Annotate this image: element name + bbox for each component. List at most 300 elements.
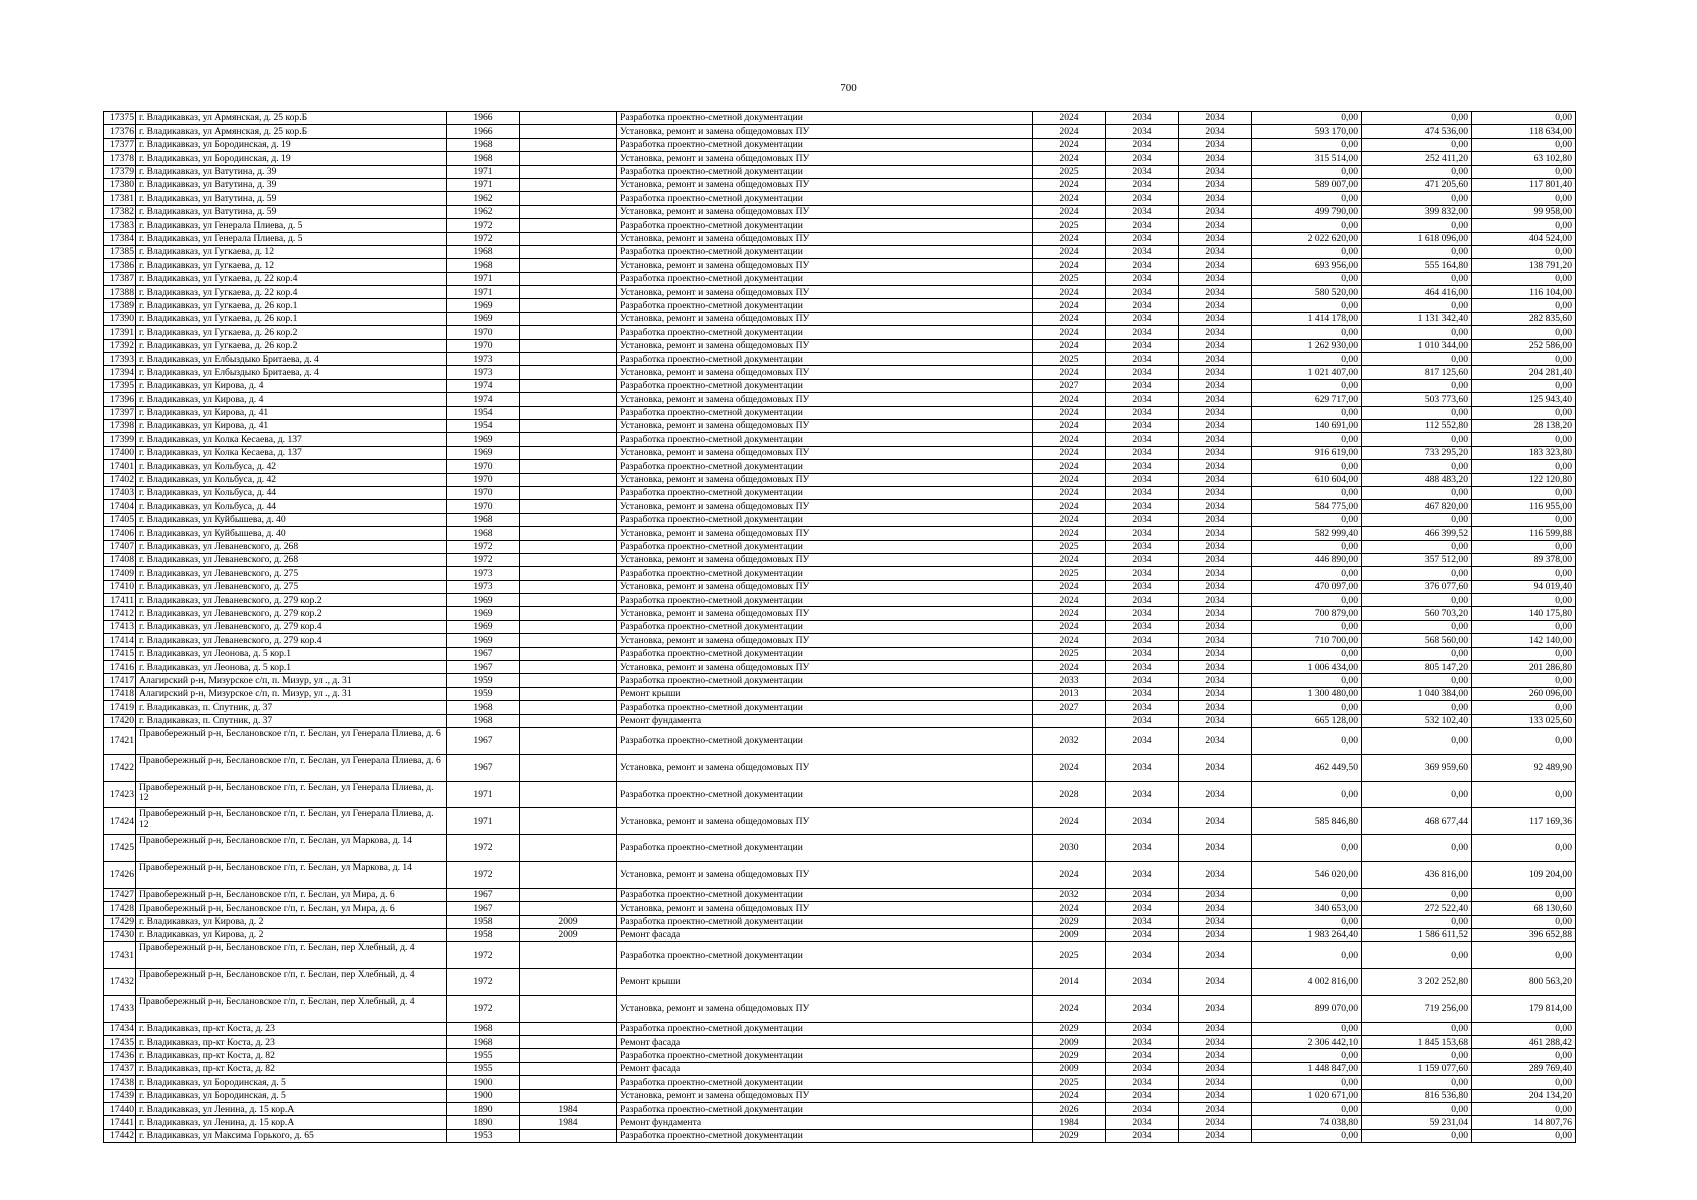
build-year-cell: 1955 (447, 1062, 520, 1075)
owner-cost-cell: 0,00 (1472, 915, 1576, 928)
row-number-cell: 17393 (104, 353, 136, 366)
address-cell: Правобережный р-н, Беслановское г/п, г. Беслан, ул Маркова, д. 14 (136, 861, 447, 888)
build-year-cell: 1972 (447, 835, 520, 862)
build-year-cell: 1959 (447, 687, 520, 700)
build-year-cell: 1969 (447, 312, 520, 325)
owner-cost-cell: 0,00 (1472, 727, 1576, 754)
table-row (104, 393, 1576, 406)
build-year-cell: 1966 (447, 112, 520, 125)
build-year-cell: 1968 (447, 138, 520, 151)
plan-start-year-cell: 2034 (1106, 379, 1179, 392)
table-row (104, 1022, 1576, 1035)
work-type-cell: Ремонт фасада (617, 928, 1033, 941)
reconstruction-year-cell (520, 1049, 617, 1062)
last-repair-year-cell: 2024 (1033, 607, 1106, 620)
table-row (104, 286, 1576, 299)
owner-cost-cell: 133 025,60 (1472, 714, 1576, 727)
plan-end-year-cell: 2034 (1179, 178, 1252, 191)
total-cost-cell: 546 020,00 (1252, 861, 1362, 888)
work-type-cell: Ремонт фундамента (617, 714, 1033, 727)
reconstruction-year-cell (520, 540, 617, 553)
build-year-cell: 1970 (447, 473, 520, 486)
row-number-cell: 17394 (104, 366, 136, 379)
address-cell: Правобережный р-н, Беслановское г/п, г. Беслан, ул Генерала Плиева, д. 12 (136, 808, 447, 835)
row-number-cell: 17428 (104, 902, 136, 915)
total-cost-cell: 0,00 (1252, 433, 1362, 446)
work-type-cell: Разработка проектно-сметной документации (617, 888, 1033, 901)
fund-cost-cell: 1 010 344,00 (1362, 339, 1472, 352)
last-repair-year-cell: 2024 (1033, 513, 1106, 526)
table-row (104, 152, 1576, 165)
table-row (104, 553, 1576, 566)
fund-cost-cell: 0,00 (1362, 835, 1472, 862)
total-cost-cell: 582 999,40 (1252, 527, 1362, 540)
reconstruction-year-cell (520, 366, 617, 379)
address-cell: г. Владикавказ, ул Гугкаева, д. 26 кор.2 (136, 339, 447, 352)
reconstruction-year-cell (520, 125, 617, 138)
row-number-cell: 17422 (104, 754, 136, 781)
row-number-cell: 17388 (104, 286, 136, 299)
total-cost-cell: 2 022 620,00 (1252, 232, 1362, 245)
plan-start-year-cell: 2034 (1106, 995, 1179, 1022)
owner-cost-cell: 92 489,90 (1472, 754, 1576, 781)
table-row (104, 835, 1576, 862)
last-repair-year-cell: 2024 (1033, 1089, 1106, 1102)
table-row (104, 326, 1576, 339)
row-number-cell: 17409 (104, 567, 136, 580)
plan-end-year-cell: 2034 (1179, 299, 1252, 312)
build-year-cell: 1968 (447, 245, 520, 258)
plan-end-year-cell: 2034 (1179, 232, 1252, 245)
owner-cost-cell: 282 835,60 (1472, 312, 1576, 325)
total-cost-cell: 0,00 (1252, 727, 1362, 754)
last-repair-year-cell: 2032 (1033, 727, 1106, 754)
row-number-cell: 17419 (104, 701, 136, 714)
total-cost-cell: 0,00 (1252, 379, 1362, 392)
fund-cost-cell: 0,00 (1362, 888, 1472, 901)
table-row (104, 808, 1576, 835)
row-number-cell: 17402 (104, 473, 136, 486)
address-cell: г. Владикавказ, пр-кт Коста, д. 82 (136, 1049, 447, 1062)
table-row (104, 754, 1576, 781)
build-year-cell: 1970 (447, 326, 520, 339)
address-cell: г. Владикавказ, п. Спутник, д. 37 (136, 701, 447, 714)
owner-cost-cell: 14 807,76 (1472, 1116, 1576, 1129)
reconstruction-year-cell (520, 393, 617, 406)
fund-cost-cell: 0,00 (1362, 245, 1472, 258)
address-cell: Правобережный р-н, Беслановское г/п, г. Беслан, пер Хлебный, д. 4 (136, 969, 447, 996)
row-number-cell: 17389 (104, 299, 136, 312)
table-row (104, 299, 1576, 312)
reconstruction-year-cell (520, 714, 617, 727)
plan-start-year-cell: 2034 (1106, 1022, 1179, 1035)
total-cost-cell: 0,00 (1252, 1076, 1362, 1089)
owner-cost-cell: 0,00 (1472, 353, 1576, 366)
row-number-cell: 17382 (104, 205, 136, 218)
owner-cost-cell: 0,00 (1472, 1022, 1576, 1035)
address-cell: г. Владикавказ, ул Максима Горького, д. 65 (136, 1129, 447, 1142)
work-type-cell: Разработка проектно-сметной документации (617, 540, 1033, 553)
address-cell: г. Владикавказ, ул Леонова, д. 5 кор.1 (136, 661, 447, 674)
row-number-cell: 17413 (104, 620, 136, 633)
address-cell: Правобережный р-н, Беслановское г/п, г. Беслан, ул Маркова, д. 14 (136, 835, 447, 862)
work-type-cell: Разработка проектно-сметной документации (617, 219, 1033, 232)
row-number-cell: 17385 (104, 245, 136, 258)
plan-end-year-cell: 2034 (1179, 1089, 1252, 1102)
plan-start-year-cell: 2034 (1106, 1116, 1179, 1129)
reconstruction-year-cell (520, 607, 617, 620)
owner-cost-cell: 204 134,20 (1472, 1089, 1576, 1102)
owner-cost-cell: 260 096,00 (1472, 687, 1576, 700)
row-number-cell: 17376 (104, 125, 136, 138)
row-number-cell: 17424 (104, 808, 136, 835)
row-number-cell: 17399 (104, 433, 136, 446)
address-cell: г. Владикавказ, ул Гугкаева, д. 22 кор.4 (136, 272, 447, 285)
fund-cost-cell: 0,00 (1362, 594, 1472, 607)
row-number-cell: 17414 (104, 634, 136, 647)
last-repair-year-cell: 2013 (1033, 687, 1106, 700)
plan-end-year-cell: 2034 (1179, 701, 1252, 714)
table-row (104, 1103, 1576, 1116)
plan-start-year-cell: 2034 (1106, 835, 1179, 862)
plan-end-year-cell: 2034 (1179, 165, 1252, 178)
table-row (104, 580, 1576, 593)
reconstruction-year-cell (520, 473, 617, 486)
table-row (104, 661, 1576, 674)
build-year-cell: 1958 (447, 915, 520, 928)
plan-start-year-cell: 2034 (1106, 205, 1179, 218)
address-cell: г. Владикавказ, пр-кт Коста, д. 82 (136, 1062, 447, 1075)
build-year-cell: 1955 (447, 1049, 520, 1062)
plan-start-year-cell: 2034 (1106, 781, 1179, 808)
owner-cost-cell: 0,00 (1472, 165, 1576, 178)
plan-start-year-cell: 2034 (1106, 486, 1179, 499)
fund-cost-cell: 817 125,60 (1362, 366, 1472, 379)
plan-end-year-cell: 2034 (1179, 687, 1252, 700)
reconstruction-year-cell (520, 500, 617, 513)
plan-end-year-cell: 2034 (1179, 1116, 1252, 1129)
fund-cost-cell: 0,00 (1362, 353, 1472, 366)
last-repair-year-cell: 2027 (1033, 701, 1106, 714)
fund-cost-cell: 1 618 096,00 (1362, 232, 1472, 245)
work-type-cell: Установка, ремонт и замена общедомовых ПУ (617, 446, 1033, 459)
table-row (104, 902, 1576, 915)
last-repair-year-cell: 2028 (1033, 781, 1106, 808)
reconstruction-year-cell (520, 634, 617, 647)
total-cost-cell: 446 890,00 (1252, 553, 1362, 566)
plan-end-year-cell: 2034 (1179, 393, 1252, 406)
build-year-cell: 1967 (447, 888, 520, 901)
row-number-cell: 17410 (104, 580, 136, 593)
last-repair-year-cell: 2024 (1033, 754, 1106, 781)
reconstruction-year-cell (520, 1062, 617, 1075)
row-number-cell: 17441 (104, 1116, 136, 1129)
build-year-cell: 1972 (447, 861, 520, 888)
reconstruction-year-cell (520, 219, 617, 232)
row-number-cell: 17423 (104, 781, 136, 808)
address-cell: г. Владикавказ, ул Ватутина, д. 59 (136, 192, 447, 205)
reconstruction-year-cell (520, 299, 617, 312)
plan-start-year-cell: 2034 (1106, 353, 1179, 366)
row-number-cell: 17375 (104, 112, 136, 125)
reconstruction-year-cell (520, 835, 617, 862)
table-row (104, 178, 1576, 191)
total-cost-cell: 1 262 930,00 (1252, 339, 1362, 352)
total-cost-cell: 0,00 (1252, 272, 1362, 285)
build-year-cell: 1967 (447, 647, 520, 660)
address-cell: г. Владикавказ, ул Колка Кесаева, д. 137 (136, 433, 447, 446)
plan-end-year-cell: 2034 (1179, 513, 1252, 526)
owner-cost-cell: 63 102,80 (1472, 152, 1576, 165)
address-cell: г. Владикавказ, ул Ватутина, д. 39 (136, 165, 447, 178)
last-repair-year-cell: 2029 (1033, 915, 1106, 928)
owner-cost-cell: 0,00 (1472, 701, 1576, 714)
build-year-cell: 1973 (447, 567, 520, 580)
last-repair-year-cell: 2029 (1033, 1022, 1106, 1035)
row-number-cell: 17396 (104, 393, 136, 406)
row-number-cell: 17403 (104, 486, 136, 499)
table-row (104, 915, 1576, 928)
work-type-cell: Разработка проектно-сметной документации (617, 460, 1033, 473)
reconstruction-year-cell: 2009 (520, 915, 617, 928)
fund-cost-cell: 1 159 077,60 (1362, 1062, 1472, 1075)
row-number-cell: 17384 (104, 232, 136, 245)
total-cost-cell: 0,00 (1252, 942, 1362, 969)
work-type-cell: Установка, ремонт и замена общедомовых ПУ (617, 754, 1033, 781)
build-year-cell: 1970 (447, 486, 520, 499)
build-year-cell: 1969 (447, 620, 520, 633)
reconstruction-year-cell (520, 594, 617, 607)
owner-cost-cell: 116 955,00 (1472, 500, 1576, 513)
work-type-cell: Разработка проектно-сметной документации (617, 272, 1033, 285)
owner-cost-cell: 0,00 (1472, 138, 1576, 151)
plan-end-year-cell: 2034 (1179, 915, 1252, 928)
total-cost-cell: 2 306 442,10 (1252, 1036, 1362, 1049)
owner-cost-cell: 68 130,60 (1472, 902, 1576, 915)
work-type-cell: Установка, ремонт и замена общедомовых ПУ (617, 607, 1033, 620)
fund-cost-cell: 0,00 (1362, 513, 1472, 526)
fund-cost-cell: 464 416,00 (1362, 286, 1472, 299)
registry-table (103, 111, 1576, 1143)
plan-start-year-cell: 2034 (1106, 125, 1179, 138)
reconstruction-year-cell (520, 808, 617, 835)
work-type-cell: Установка, ремонт и замена общедомовых ПУ (617, 1089, 1033, 1102)
row-number-cell: 17420 (104, 714, 136, 727)
plan-start-year-cell: 2034 (1106, 272, 1179, 285)
build-year-cell: 1900 (447, 1089, 520, 1102)
row-number-cell: 17430 (104, 928, 136, 941)
plan-end-year-cell: 2034 (1179, 312, 1252, 325)
row-number-cell: 17435 (104, 1036, 136, 1049)
table-row (104, 995, 1576, 1022)
plan-start-year-cell: 2034 (1106, 433, 1179, 446)
owner-cost-cell: 0,00 (1472, 540, 1576, 553)
row-number-cell: 17387 (104, 272, 136, 285)
build-year-cell: 1962 (447, 205, 520, 218)
table-row (104, 353, 1576, 366)
total-cost-cell: 4 002 816,00 (1252, 969, 1362, 996)
last-repair-year-cell: 2024 (1033, 299, 1106, 312)
work-type-cell: Установка, ремонт и замена общедомовых ПУ (617, 419, 1033, 432)
owner-cost-cell: 404 524,00 (1472, 232, 1576, 245)
total-cost-cell: 1 021 407,00 (1252, 366, 1362, 379)
reconstruction-year-cell (520, 580, 617, 593)
row-number-cell: 17407 (104, 540, 136, 553)
total-cost-cell: 0,00 (1252, 299, 1362, 312)
last-repair-year-cell: 2024 (1033, 393, 1106, 406)
build-year-cell: 1972 (447, 942, 520, 969)
fund-cost-cell: 0,00 (1362, 727, 1472, 754)
owner-cost-cell: 122 120,80 (1472, 473, 1576, 486)
row-number-cell: 17405 (104, 513, 136, 526)
address-cell: Правобережный р-н, Беслановское г/п, г. Беслан, ул Мира, д. 6 (136, 902, 447, 915)
build-year-cell: 1969 (447, 446, 520, 459)
last-repair-year-cell: 2024 (1033, 902, 1106, 915)
work-type-cell: Разработка проектно-сметной документации (617, 701, 1033, 714)
reconstruction-year-cell (520, 567, 617, 580)
reconstruction-year-cell (520, 754, 617, 781)
owner-cost-cell: 89 378,00 (1472, 553, 1576, 566)
plan-end-year-cell: 2034 (1179, 620, 1252, 633)
fund-cost-cell: 471 205,60 (1362, 178, 1472, 191)
reconstruction-year-cell (520, 1129, 617, 1142)
work-type-cell: Установка, ремонт и замена общедомовых ПУ (617, 527, 1033, 540)
plan-end-year-cell: 2034 (1179, 553, 1252, 566)
plan-end-year-cell: 2034 (1179, 902, 1252, 915)
address-cell: г. Владикавказ, ул Бородинская, д. 19 (136, 138, 447, 151)
work-type-cell: Разработка проектно-сметной документации (617, 513, 1033, 526)
reconstruction-year-cell (520, 312, 617, 325)
build-year-cell: 1970 (447, 460, 520, 473)
build-year-cell: 1974 (447, 393, 520, 406)
table-row (104, 460, 1576, 473)
work-type-cell: Разработка проектно-сметной документации (617, 1076, 1033, 1089)
fund-cost-cell: 503 773,60 (1362, 393, 1472, 406)
address-cell: г. Владикавказ, пр-кт Коста, д. 23 (136, 1022, 447, 1035)
address-cell: г. Владикавказ, п. Спутник, д. 37 (136, 714, 447, 727)
plan-start-year-cell: 2034 (1106, 969, 1179, 996)
plan-end-year-cell: 2034 (1179, 634, 1252, 647)
plan-start-year-cell: 2034 (1106, 714, 1179, 727)
address-cell: Алагирский р-н, Мизурское с/п, п. Мизур, ул ., д. 31 (136, 687, 447, 700)
last-repair-year-cell: 1984 (1033, 1116, 1106, 1129)
row-number-cell: 17416 (104, 661, 136, 674)
work-type-cell: Ремонт крыши (617, 969, 1033, 996)
total-cost-cell: 0,00 (1252, 138, 1362, 151)
owner-cost-cell: 117 169,36 (1472, 808, 1576, 835)
plan-end-year-cell: 2034 (1179, 460, 1252, 473)
fund-cost-cell: 59 231,04 (1362, 1116, 1472, 1129)
table-row (104, 245, 1576, 258)
last-repair-year-cell: 2025 (1033, 540, 1106, 553)
plan-start-year-cell: 2034 (1106, 567, 1179, 580)
total-cost-cell: 499 790,00 (1252, 205, 1362, 218)
owner-cost-cell: 0,00 (1472, 620, 1576, 633)
address-cell: г. Владикавказ, ул Куйбышева, д. 40 (136, 513, 447, 526)
work-type-cell: Разработка проектно-сметной документации (617, 1129, 1033, 1142)
table-row (104, 607, 1576, 620)
fund-cost-cell: 0,00 (1362, 165, 1472, 178)
reconstruction-year-cell (520, 419, 617, 432)
plan-end-year-cell: 2034 (1179, 286, 1252, 299)
total-cost-cell: 0,00 (1252, 1049, 1362, 1062)
build-year-cell: 1969 (447, 594, 520, 607)
build-year-cell: 1968 (447, 1022, 520, 1035)
plan-end-year-cell: 2034 (1179, 969, 1252, 996)
table-row (104, 969, 1576, 996)
table-row (104, 379, 1576, 392)
address-cell: г. Владикавказ, ул Бородинская, д. 5 (136, 1076, 447, 1089)
row-number-cell: 17386 (104, 259, 136, 272)
last-repair-year-cell: 2024 (1033, 594, 1106, 607)
address-cell: Алагирский р-н, Мизурское с/п, п. Мизур, ул ., д. 31 (136, 674, 447, 687)
build-year-cell: 1970 (447, 339, 520, 352)
table-row (104, 312, 1576, 325)
work-type-cell: Разработка проектно-сметной документации (617, 647, 1033, 660)
work-type-cell: Разработка проектно-сметной документации (617, 486, 1033, 499)
total-cost-cell: 0,00 (1252, 835, 1362, 862)
total-cost-cell: 0,00 (1252, 245, 1362, 258)
work-type-cell: Установка, ремонт и замена общедомовых ПУ (617, 580, 1033, 593)
build-year-cell: 1968 (447, 701, 520, 714)
build-year-cell: 1969 (447, 433, 520, 446)
owner-cost-cell: 125 943,40 (1472, 393, 1576, 406)
reconstruction-year-cell (520, 553, 617, 566)
reconstruction-year-cell (520, 245, 617, 258)
plan-start-year-cell: 2034 (1106, 299, 1179, 312)
last-repair-year-cell: 2024 (1033, 192, 1106, 205)
build-year-cell: 1971 (447, 808, 520, 835)
fund-cost-cell: 0,00 (1362, 379, 1472, 392)
build-year-cell: 1954 (447, 406, 520, 419)
last-repair-year-cell (1033, 714, 1106, 727)
plan-start-year-cell: 2034 (1106, 754, 1179, 781)
total-cost-cell: 0,00 (1252, 192, 1362, 205)
plan-end-year-cell: 2034 (1179, 580, 1252, 593)
address-cell: г. Владикавказ, ул Леваневского, д. 279 кор.2 (136, 607, 447, 620)
build-year-cell: 1967 (447, 661, 520, 674)
reconstruction-year-cell (520, 1036, 617, 1049)
owner-cost-cell: 179 814,00 (1472, 995, 1576, 1022)
reconstruction-year-cell (520, 433, 617, 446)
work-type-cell: Разработка проектно-сметной документации (617, 299, 1033, 312)
build-year-cell: 1970 (447, 500, 520, 513)
total-cost-cell: 0,00 (1252, 674, 1362, 687)
work-type-cell: Разработка проектно-сметной документации (617, 245, 1033, 258)
build-year-cell: 1973 (447, 580, 520, 593)
plan-start-year-cell: 2034 (1106, 366, 1179, 379)
plan-end-year-cell: 2034 (1179, 446, 1252, 459)
plan-end-year-cell: 2034 (1179, 473, 1252, 486)
work-type-cell: Установка, ремонт и замена общедомовых ПУ (617, 178, 1033, 191)
plan-start-year-cell: 2034 (1106, 1129, 1179, 1142)
plan-end-year-cell: 2034 (1179, 808, 1252, 835)
total-cost-cell: 462 449,50 (1252, 754, 1362, 781)
work-type-cell: Ремонт крыши (617, 687, 1033, 700)
total-cost-cell: 0,00 (1252, 1022, 1362, 1035)
reconstruction-year-cell (520, 112, 617, 125)
table-row (104, 1116, 1576, 1129)
work-type-cell: Разработка проектно-сметной документации (617, 138, 1033, 151)
fund-cost-cell: 0,00 (1362, 433, 1472, 446)
table-row (104, 714, 1576, 727)
fund-cost-cell: 0,00 (1362, 299, 1472, 312)
work-type-cell: Разработка проектно-сметной документации (617, 781, 1033, 808)
row-number-cell: 17417 (104, 674, 136, 687)
fund-cost-cell: 1 845 153,68 (1362, 1036, 1472, 1049)
table-row (104, 205, 1576, 218)
plan-start-year-cell: 2034 (1106, 687, 1179, 700)
